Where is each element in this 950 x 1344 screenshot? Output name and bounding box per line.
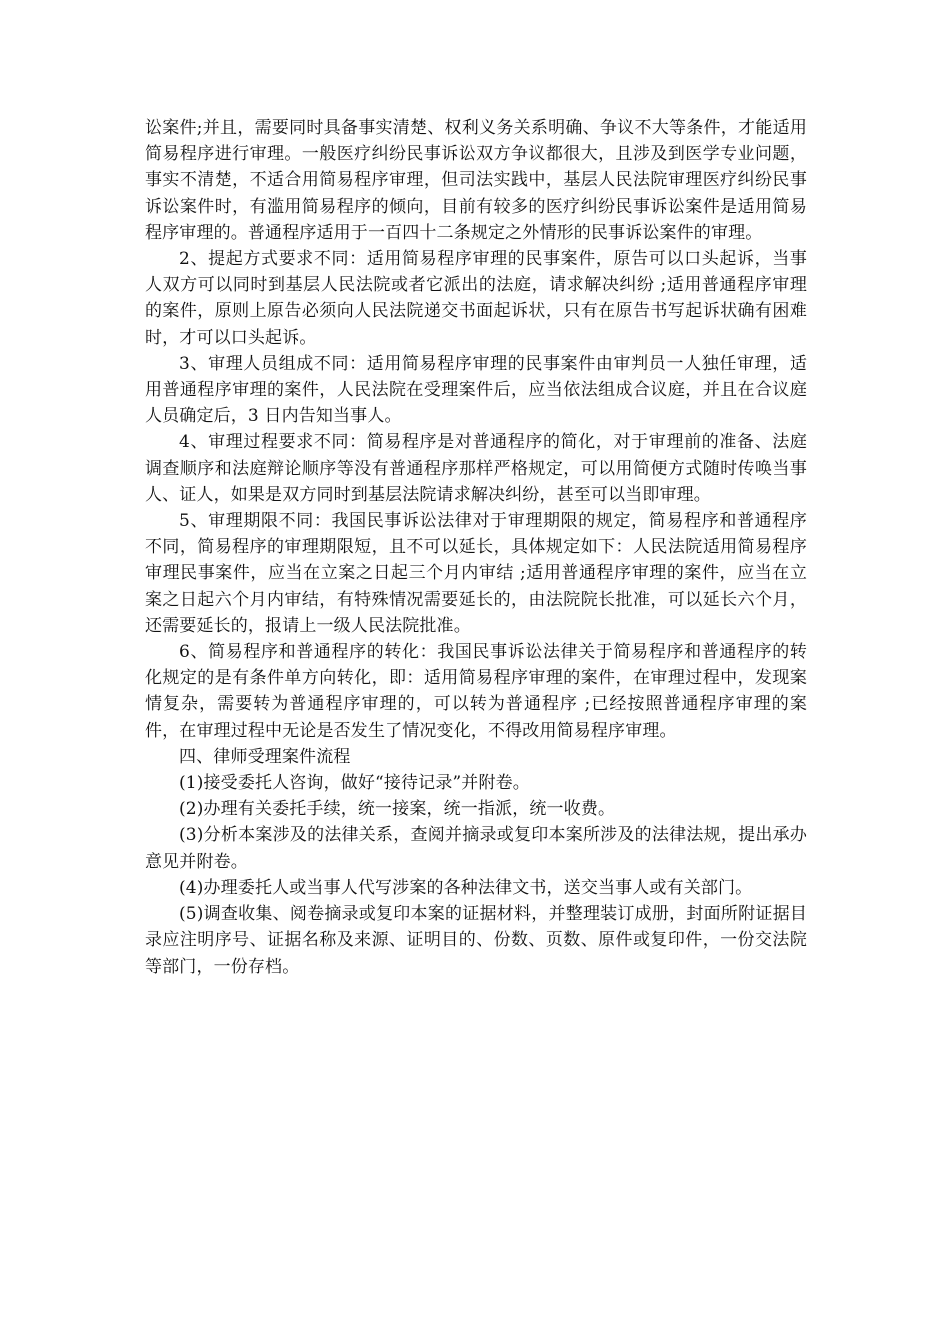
list-item-step-1: (1)接受委托人咨询，做好“接待记录”并附卷。 bbox=[179, 773, 530, 794]
paragraph-trial-personnel: 3、审理人员组成不同：适用简易程序审理的民事案件由审判员一人独任审理，适用普通程序审理的案件，人民法院在受理案件后，应当依法组成合议庭，并且在合议庭人员确定后，3 日内告知当事人。 bbox=[145, 353, 807, 427]
list-item-step-4: (4)办理委托人或当事人代写涉案的各种法律文书，送交当事人或有关部门。 bbox=[179, 877, 753, 898]
list-item-step-5: (5)调查收集、阅卷摘录或复印本案的证据材料，并整理装订成册，封面所附证据目录应注明序号、证据名称及来源、证明目的、份数、页数、原件或复印件，一份交法院等部门，一份存档。 bbox=[145, 904, 807, 977]
list-item-step-2: (2)办理有关委托手续，统一接案，统一指派，统一收费。 bbox=[179, 799, 616, 820]
paragraph-procedure-conversion: 6、简易程序和普通程序的转化：我国民事诉讼法律关于简易程序和普通程序的转化规定的是有条件单方向转化，即：适用简易程序审理的案件，在审理过程中，发现案情复杂，需要转为普通程序审理的，可以转为普通程序 ;已经按照普通程序审理的案件，在审理过程中无论是否发生了情况变化，不得改用简易程序审理。 bbox=[145, 642, 807, 741]
section-heading-lawyer-process: 四、律师受理案件流程 bbox=[179, 746, 351, 767]
paragraph-continuation: 讼案件;并且，需要同时具备事实清楚、权利义务关系明确、争议不大等条件，才能适用简易程序进行审理。一般医疗纠纷民事诉讼双方争议都很大，且涉及到医学专业问题，事实不清楚，不适合用简易程序审理，但司法实践中，基层人民法院审理医疗纠纷民事诉讼案件时，有滥用简易程序的倾向，目前有较多的医疗纠纷民事诉讼案件是适用简易程序审理的。普通程序适用于一百四十二条规定之外情形的民事诉讼案件的审理。 bbox=[145, 118, 807, 243]
list-item-step-3: (3)分析本案涉及的法律关系，查阅并摘录或复印本案所涉及的法律法规，提出承办意见并附卷。 bbox=[145, 825, 807, 872]
document-body bbox=[145, 115, 807, 980]
paragraph-filing-method: 2、提起方式要求不同：适用简易程序审理的民事案件，原告可以口头起诉，当事人双方可以同时到基层人民法院或者它派出的法庭，请求解决纠纷 ;适用普通程序审理的案件，原则上原告必须向人民法院递交书面起诉状，只有在原告书写起诉状确有困难时，才可以口头起诉。 bbox=[145, 249, 807, 348]
paragraph-trial-period: 5、审理期限不同：我国民事诉讼法律对于审理期限的规定，简易程序和普通程序不同，简易程序的审理期限短，且不可以延长，具体规定如下：人民法院适用简易程序审理民事案件，应当在立案之日起三个月内审结 ;适用普通程序审理的案件，应当在立案之日起六个月内审结，有特殊情况需要延长的，由法院院长批准，可以延长六个月，还需要延长的，报请上一级人民法院批准。 bbox=[145, 511, 807, 636]
paragraph-trial-process: 4、审理过程要求不同：简易程序是对普通程序的简化，对于审理前的准备、法庭调查顺序和法庭辩论顺序等没有普通程序那样严格规定，可以用简便方式随时传唤当事人、证人，如果是双方同时到基层法院请求解决纠纷，甚至可以当即审理。 bbox=[145, 432, 807, 505]
